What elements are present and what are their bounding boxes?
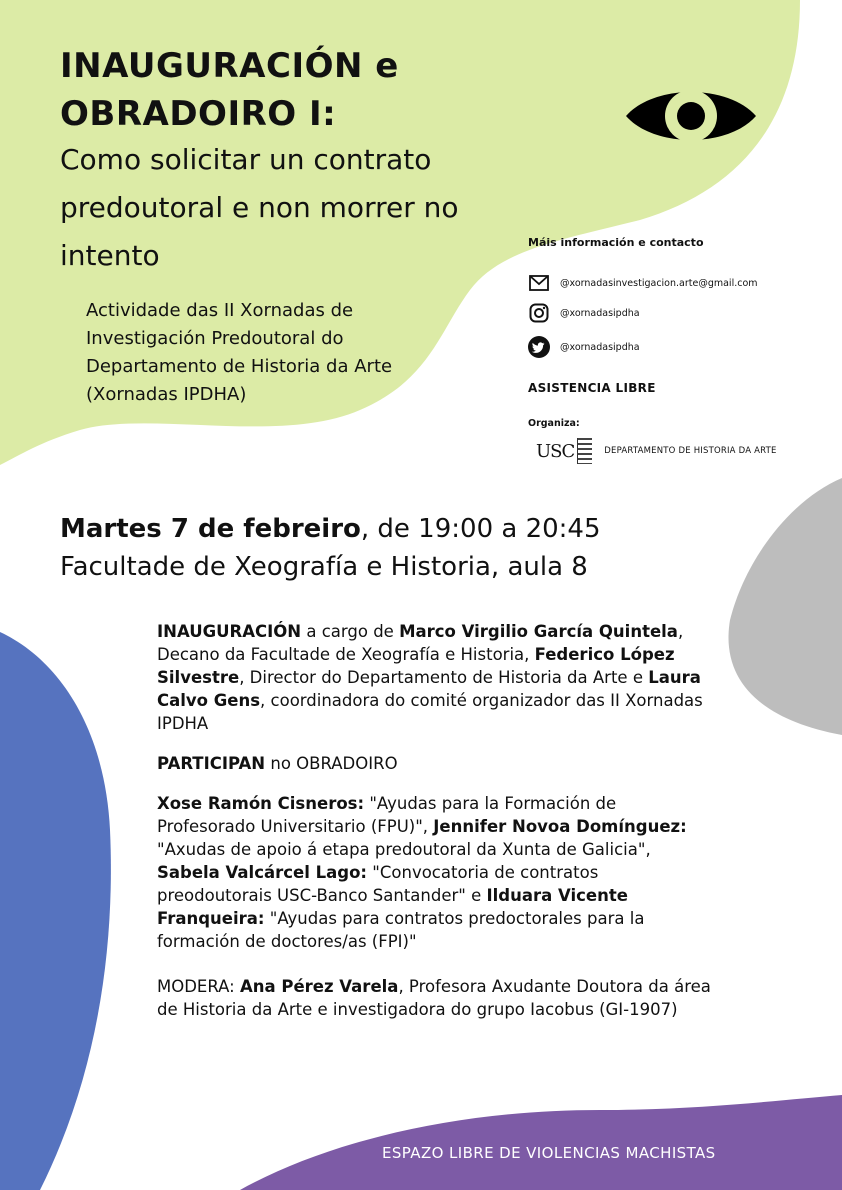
event-date: Martes 7 de febreiro: [60, 514, 361, 544]
usc-logo: [536, 438, 592, 464]
purple-blob: [240, 1095, 842, 1190]
contact-twitter[interactable]: @xornadasipdha: [560, 341, 640, 353]
text-span: "Ayudas para contratos predoctorales para la formación de doctores/as (FPI)": [157, 909, 645, 951]
text-span: MODERA:: [157, 977, 240, 996]
activity-line-1: Actividade das II Xornadas de: [86, 300, 354, 321]
text-span: , Decano da Facultade de Xeografía e Historia,: [157, 622, 684, 664]
text-span: , coordinadora do comité organizador das II Xornadas IPDHA: [157, 691, 703, 733]
event-time: , de 19:00 a 20:45: [360, 514, 601, 544]
text-span: no OBRADOIRO: [265, 754, 398, 773]
contact-email[interactable]: @xornadasinvestigacion.arte@gmail.com: [560, 277, 758, 289]
contact-email-row[interactable]: [528, 272, 758, 294]
text-span: "Axudas de apoio á etapa predoutoral da Xunta de Galicia",: [157, 840, 651, 859]
activity-line-4: (Xornadas IPDHA): [86, 384, 247, 405]
subtitle-line-2: predoutoral e non morrer no: [60, 191, 459, 224]
inauguration-paragraph: [157, 620, 717, 735]
program-body: [157, 620, 717, 1038]
contact-instagram-row[interactable]: [528, 302, 640, 324]
speaker-name: Laura Calvo Gens: [157, 668, 701, 710]
participants-heading: [157, 752, 717, 775]
organizer-name: DEPARTAMENTO DE HISTORIA DA ARTE: [604, 446, 777, 456]
speaker-name: Federico López Silvestre: [157, 645, 675, 687]
inauguration-label: INAUGURACIÓN: [157, 622, 302, 641]
contact-panel: [528, 236, 828, 476]
mail-icon: [528, 272, 550, 294]
participant-name: Jennifer Novoa Domínguez:: [433, 817, 687, 836]
text-span: , Profesora Axudante Doutora da área de Historia da Arte e investigadora do grupo Iacobus (GI-1907): [157, 977, 711, 1019]
text-span: , Director do Departamento de Historia da Arte e: [239, 668, 649, 687]
footer-slogan: ESPAZO LIBRE DE VIOLENCIAS MACHISTAS: [382, 1144, 716, 1162]
instagram-icon: [528, 302, 550, 324]
participants-paragraph: [157, 792, 717, 953]
subtitle-line-1: Como solicitar un contrato: [60, 143, 432, 176]
usc-logo-text: USC: [536, 440, 575, 462]
participants-label: PARTICIPAN: [157, 754, 266, 773]
title-line-2: OBRADOIRO I:: [60, 94, 337, 134]
text-span: "Ayudas para la Formación de Profesorado Universitario (FPU)",: [157, 794, 617, 836]
title-line-1: INAUGURACIÓN e: [60, 46, 399, 86]
text-span: "Convocatoria de contratos preodoutorais USC-Banco Santander" e: [157, 863, 599, 905]
eye-icon: [624, 82, 758, 150]
event-date-line: [60, 510, 601, 548]
attendance-label: ASISTENCIA LIBRE: [528, 381, 656, 395]
twitter-icon: [528, 336, 550, 358]
activity-line-3: Departamento de Historia da Arte: [86, 356, 393, 377]
participant-name: Sabela Valcárcel Lago:: [157, 863, 368, 882]
contact-instagram[interactable]: @xornadasipdha: [560, 307, 640, 319]
activity-description: [86, 297, 466, 409]
subtitle: [60, 136, 530, 280]
page-title: [60, 42, 399, 138]
participant-name: Xose Ramón Cisneros:: [157, 794, 365, 813]
subtitle-line-3: intento: [60, 239, 160, 272]
event-datetime: [60, 510, 601, 586]
contact-twitter-row[interactable]: [528, 336, 640, 358]
activity-line-2: Investigación Predoutoral do: [86, 328, 344, 349]
organizer-label: Organiza:: [528, 418, 580, 429]
blue-blob: [0, 632, 111, 1190]
event-place: Facultade de Xeografía e Historia, aula 8: [60, 552, 588, 582]
speaker-name: Marco Virgilio García Quintela: [399, 622, 678, 641]
participant-name: Ilduara Vicente Franqueira:: [157, 886, 628, 928]
moderator-paragraph: [157, 975, 717, 1021]
moderator-name: Ana Pérez Varela: [239, 977, 399, 996]
gray-blob: [728, 478, 842, 735]
text-span: a cargo de: [301, 622, 400, 641]
organizer: [536, 438, 777, 464]
usc-logo-mark: [577, 438, 592, 464]
contact-title: Máis información e contacto: [528, 236, 704, 249]
